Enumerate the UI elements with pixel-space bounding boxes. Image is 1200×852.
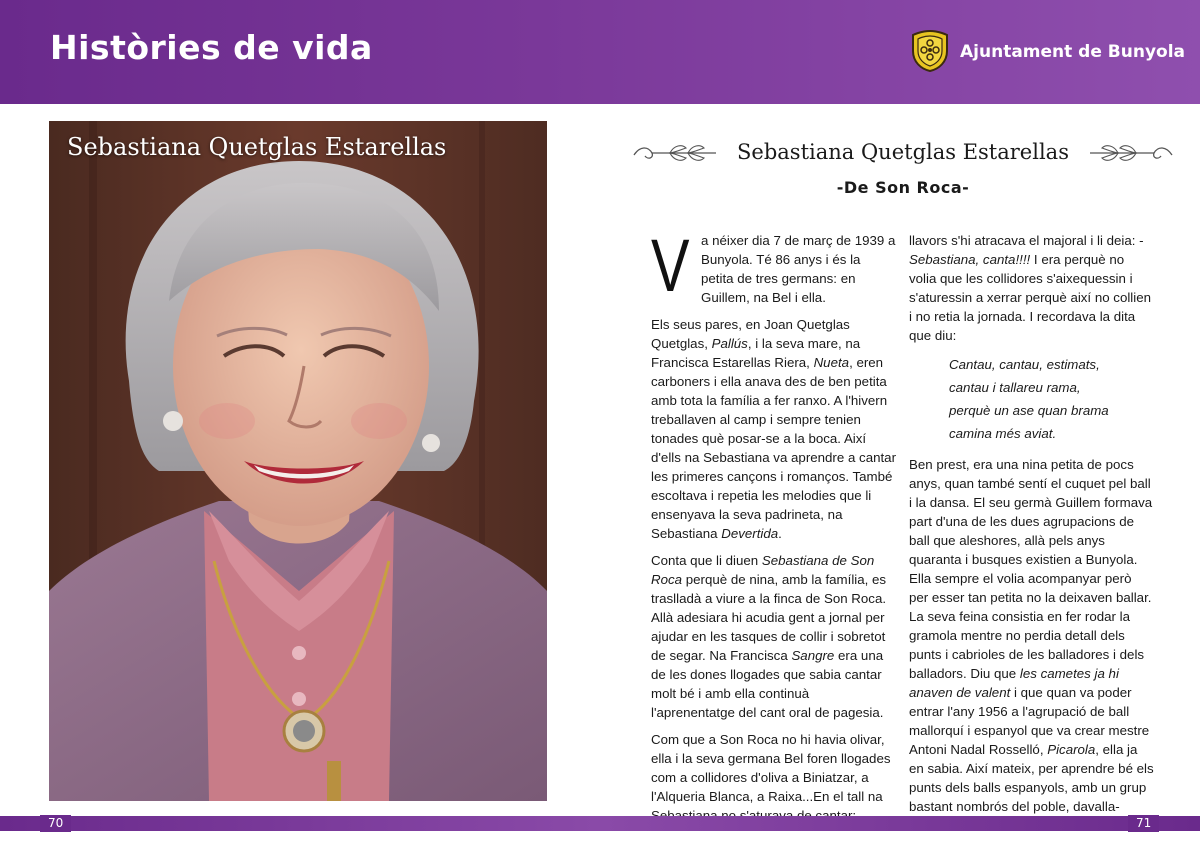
portrait-illustration xyxy=(49,121,547,801)
leaf-ornament-right-icon xyxy=(1086,140,1176,166)
verse-line: perquè un ase quan brama xyxy=(949,403,1109,418)
text-run: , i la seva mare, na Francisca Estarellas Riera, xyxy=(651,336,861,370)
text-run: Els seus pares, en Joan Quetglas Quetglas, xyxy=(651,317,850,351)
text-run: , ella ja en sabia. Així mateix, per aprendre bé els punts dels balls espanyols, amb un grup bastant nombrós del poble, davalla- xyxy=(909,742,1154,814)
paragraph-olives: Com que a Son Roca no hi havia olivar, ella i la seva germana Bel foren llogades com a collidores d'oliva a Biniatzar, a l'Alqueria Blanca, a Raixa...En el tall na xyxy=(651,732,891,804)
text-run: llavors s'hi atracava el majoral i li deia: - xyxy=(909,233,1144,248)
text-run-italic: Pallús xyxy=(711,336,748,351)
text-run-italic: Sebastiana de Son Roca xyxy=(651,553,875,587)
text-run: i que quan va poder entrar l'any 1956 a l'agrupació de ball mallorquí i espanyol que va crear mestre Antoni Nadal Rosselló, xyxy=(909,685,1150,757)
photo-caption: Sebastiana Quetglas Estarellas xyxy=(67,133,447,161)
verse-block xyxy=(949,353,1154,445)
verse-line: cantau i tallareu rama, xyxy=(949,380,1081,395)
paragraph-dance xyxy=(909,455,1154,816)
text-run: . xyxy=(778,526,782,541)
paragraph-intro xyxy=(651,224,896,307)
paragraph-parents xyxy=(651,315,896,543)
text-run: era una de les dones llogades que sabia cantar molt bé i amb ella continuà l'aprenentatge del cant oral de pagesia. xyxy=(651,648,884,720)
portrait-photo xyxy=(49,121,547,801)
text-run-italic: Sebastiana, canta!!!! xyxy=(909,252,1031,267)
text-run-italic: Devertida xyxy=(721,526,779,541)
drop-cap: V xyxy=(651,224,690,307)
article-title: Sebastiana Quetglas Estarellas xyxy=(737,140,1069,164)
municipal-crest-icon xyxy=(909,29,951,73)
text-run-italic: les cametes ja hi anaven de valent xyxy=(909,666,1119,700)
text-run: Conta que li diuen xyxy=(651,553,762,568)
text-run: perquè de nina, amb la família, es traslladà a viure a la finca de Son Roca. Allà adesiara hi acudia gent a jornal per ajudar en les tasques de collir i sobretot de segar. Na Francisca xyxy=(651,572,887,663)
organization-name: Ajuntament de Bunyola xyxy=(960,42,1186,62)
paragraph-intro-text: a néixer dia 7 de març de 1939 a Bunyola. Té 86 anys i és la petita de tres germans: en Guillem, na Bel i ella. xyxy=(701,233,896,305)
verse-line: camina més aviat. xyxy=(949,426,1057,441)
footer-band-right xyxy=(600,816,1200,831)
text-column-right xyxy=(909,231,1154,814)
text-run-italic: Picarola xyxy=(1047,742,1096,757)
verse-line: Cantau, cantau, estimats, xyxy=(949,357,1100,372)
text-column-left xyxy=(651,224,896,806)
footer-band-left xyxy=(0,816,600,831)
paragraph-son-roca xyxy=(651,551,896,722)
text-run: I era perquè no volia que les collidores s'aixequessin i s'aturessin a xerrar perquè així no collien i no retia la jornada. I recordava la dita que diu: xyxy=(909,252,1152,343)
page-header xyxy=(0,0,1200,104)
text-run: Ben prest, era una nina petita de pocs anys, quan també sentí el cuquet pel ball i la dansa. El seu germà Guillem formava part d'una de les dues agrupacions de ball que aleshores, allà pels anys quaranta i busques existien a Bunyola. Ella sempre el volia acompanyar però per esser tan petita no la deixaven ballar. La seva feina consistia en fer rodar la gramola mentre no perdia detall dels punts i cabrioles de les balladores i dels balladors. Diu que xyxy=(909,457,1153,681)
section-title: Històries de vida xyxy=(50,28,373,67)
page-number-left: 70 xyxy=(40,815,71,832)
page-number-right: 71 xyxy=(1128,815,1159,832)
paragraph-majoral xyxy=(909,231,1154,345)
text-run-italic: Nueta xyxy=(813,355,850,370)
article-subtitle: -De Son Roca- xyxy=(836,178,970,197)
text-run: , eren carboners i ella anava des de ben petita amb tota la família a fer ranxo. A l'hivern treballaven al camp i sempre tenien tonades què posar-se a la boca. Així d'ells na Sebastiana va aprendre a cantar les primeres cançons i romanços. També escoltava i repetia les melodies que li ensenyava la seva padrineta, na Sebastiana xyxy=(651,355,896,541)
text-run-italic: Sangre xyxy=(791,648,835,663)
